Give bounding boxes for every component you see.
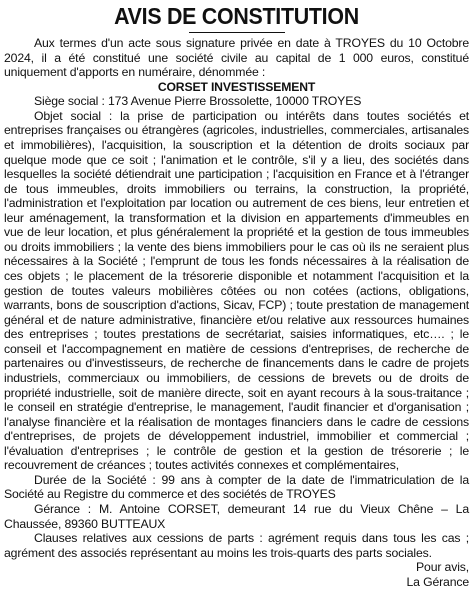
- duration-paragraph: Durée de la Société : 99 ans à compter de la date de l'immatriculation de la Société au Registre du commerce et des sociétés de TROYES: [4, 472, 469, 502]
- share-transfer-paragraph: Clauses relatives aux cessions de parts : agrément requis dans tous les cas ; agrément des associés représentant au moins les trois-quarts des parts sociales.: [4, 531, 469, 560]
- corporate-purpose: Objet social : la prise de participation ou intérêts dans toutes sociétés et entreprises françaises ou étrangères (agricoles, industrielles, commerciales, artisanales et immobilières), l'acquisition, la souscription et la détention de droits sociaux par quelque mode que ce soit ; l'animation et le contrôle, s'il y a lieu, des sociétés dans lesquelles la société détiendrait une participation ; l'acquisition en France et à l'étranger de tous immeubles, droits immobiliers ou terrains, la construction, la propriété, l'administration et l'exploitation par location ou autrement de ces biens, leur entretien et leur aménagement, la transformation et la division en appartements d'immeubles en vue de leur location, et plus généralement la propriété et la gestion de tous immeubles ou droits immobiliers ; la vente des biens immobiliers pour le cas où ils ne seraient plus nécessaires à la Société ; l'emprunt de tous les fonds nécessaires à la réalisation de ces objets ; le placement de la trésorerie disponible et notamment l'acquisition et la gestion de toutes valeurs mobilières côtées ou non cotées (actions, obligations, warrants, bons de souscription d'actions, Sicav, FCP) ; toute prestation de management général et de nature administrative, financière et/ou relative aux ressources humaines des entreprises ; toutes prestations de secrétariat, saisies informatiques, etc…. ; le conseil et l'accompagnement en matière de cessions d'entreprises, de recherche de partenaires ou d'investisseurs, de recherche de financements dans le cadre de projets industriels, commerciaux ou immobiliers, de cessions de brevets ou de droits de propriété industrielle, soit de manière directe, soit en ayant recours à la sous-traitance ; le conseil en stratégie d'entreprise, le management, l'audit financier et d'organisation ; l'analyse financière et la réalisation de montages financiers dans le cadre de cessions d'entreprises, de projets de développement industriel, immobilier et commercial ; l'évaluation d'entreprises ; le contrôle de gestion et la gestion de trésorerie ; le recouvrement de créances ; toutes activités connexes et complémentaires,: [4, 108, 469, 473]
- title-divider: [189, 32, 285, 33]
- notice-title: AVIS DE CONSTITUTION: [114, 3, 359, 29]
- registered-office: Siège social : 173 Avenue Pierre Brossolette, 10000 TROYES: [34, 94, 362, 109]
- intro-paragraph: Aux termes d'un acte sous signature privée en date à TROYES du 10 Octobre 2024, il a été constitué une société civile au capital de 1 000 euros, constitué uniquement d'apports en numéraire, dénommée :: [4, 36, 469, 80]
- company-name: CORSET INVESTISSEMENT: [157, 79, 316, 94]
- management-paragraph: Gérance : M. Antoine CORSET, demeurant 14 rue du Vieux Chêne – La Chaussée, 89360 BUTTEAUX: [4, 502, 469, 531]
- notice-body: [4, 36, 469, 589]
- closing-line: Pour avis,: [416, 560, 469, 575]
- signature-line: La Gérance: [406, 574, 469, 589]
